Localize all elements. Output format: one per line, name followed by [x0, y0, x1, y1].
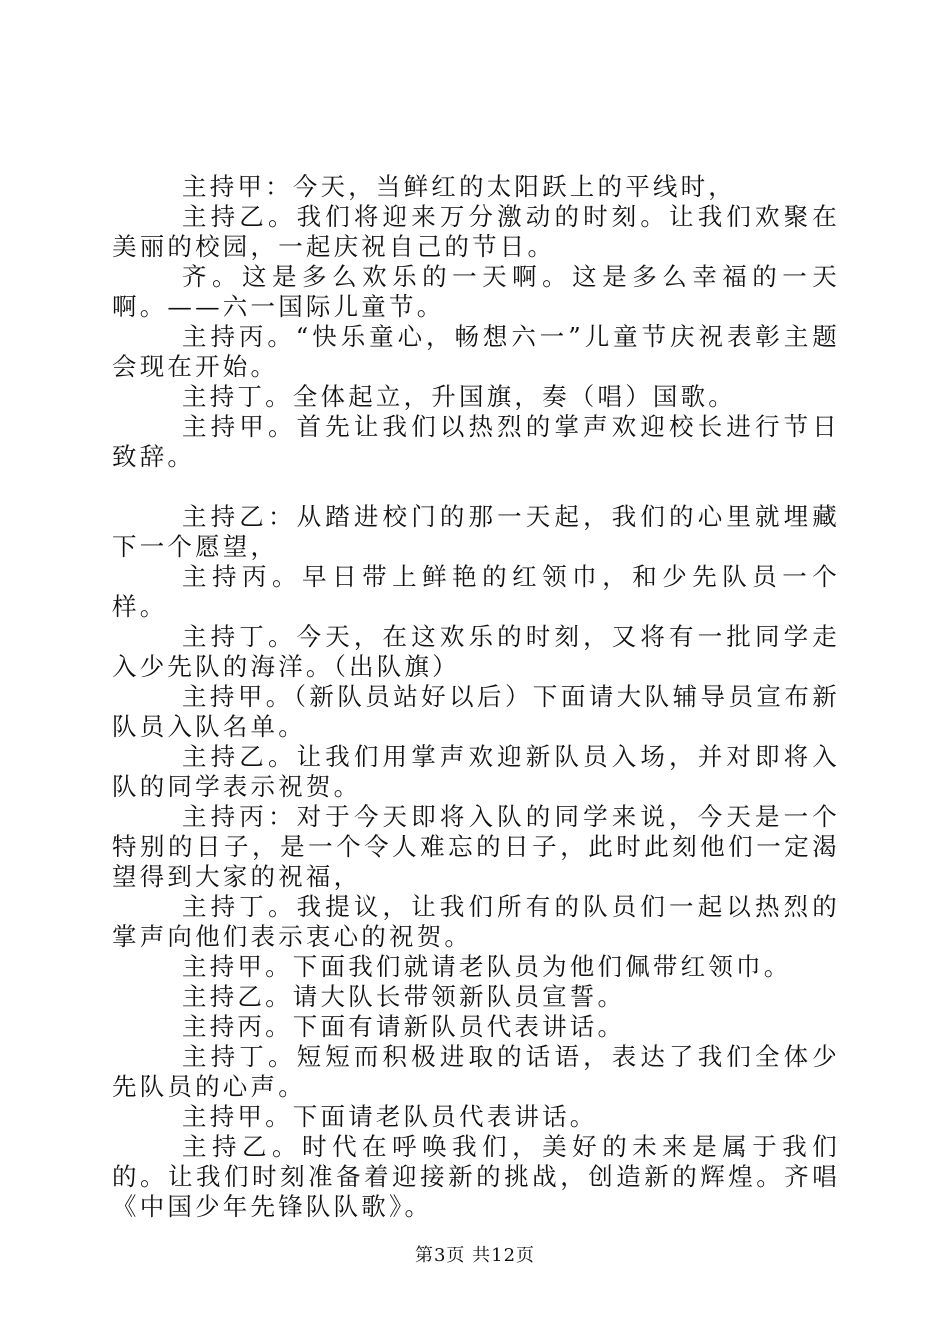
paragraph: 主持丁。全体起立，升国旗，奏（唱）国歌。: [182, 382, 736, 411]
paragraph: 主持甲。（新队员站好以后）下面请大队辅导员宣布新队员入队名单。: [112, 682, 840, 741]
paragraph: 主持丁。我提议，让我们所有的队员们一起以热烈的掌声向他们表示衷心的祝贺。: [112, 892, 840, 951]
paragraph: 主持乙。请大队长带领新队员宣誓。: [182, 982, 626, 1011]
paragraph: 主持甲。下面我们就请老队员为他们佩带红领巾。: [182, 952, 792, 981]
paragraph: 主持乙。时代在呼唤我们，美好的未来是属于我们的。让我们时刻准备着迎接新的挑战，创造新的辉煌。齐唱《中国少年先锋队队歌》。: [112, 1132, 840, 1221]
paragraph: 主持丙：对于今天即将入队的同学来说，今天是一个特别的日子，是一个令人难忘的日子，此时此刻他们一定渴望得到大家的祝福，: [112, 802, 840, 891]
document-body: [112, 172, 840, 1222]
page-number-footer: 第3页 共12页: [414, 1245, 536, 1266]
paragraph: 主持丙。早日带上鲜艳的红领巾，和少先队员一个样。: [112, 562, 840, 621]
paragraph: 主持丁。短短而积极进取的话语，表达了我们全体少先队员的心声。: [112, 1042, 840, 1101]
paragraph: 主持乙。让我们用掌声欢迎新队员入场，并对即将入队的同学表示祝贺。: [112, 742, 840, 801]
paragraph: 主持乙：从踏进校门的那一天起，我们的心里就埋藏下一个愿望，: [112, 502, 840, 561]
paragraph: 主持甲：今天，当鲜红的太阳跃上的平线时，: [182, 172, 736, 201]
paragraph: 主持乙。我们将迎来万分激动的时刻。让我们欢聚在美丽的校园，一起庆祝自己的节日。: [112, 202, 840, 261]
paragraph: 主持丙。“快乐童心，畅想六一”儿童节庆祝表彰主题会现在开始。: [112, 322, 840, 381]
paragraph: 主持甲。首先让我们以热烈的掌声欢迎校长进行节日致辞。: [112, 412, 840, 471]
paragraph: 主持丙。下面有请新队员代表讲话。: [182, 1012, 626, 1041]
paragraph: 主持甲。下面请老队员代表讲话。: [182, 1102, 598, 1131]
paragraph: 主持丁。今天，在这欢乐的时刻，又将有一批同学走入少先队的海洋。（出队旗）: [112, 622, 840, 681]
paragraph: 齐。这是多么欢乐的一天啊。这是多么幸福的一天啊。——六一国际儿童节。: [112, 262, 840, 321]
